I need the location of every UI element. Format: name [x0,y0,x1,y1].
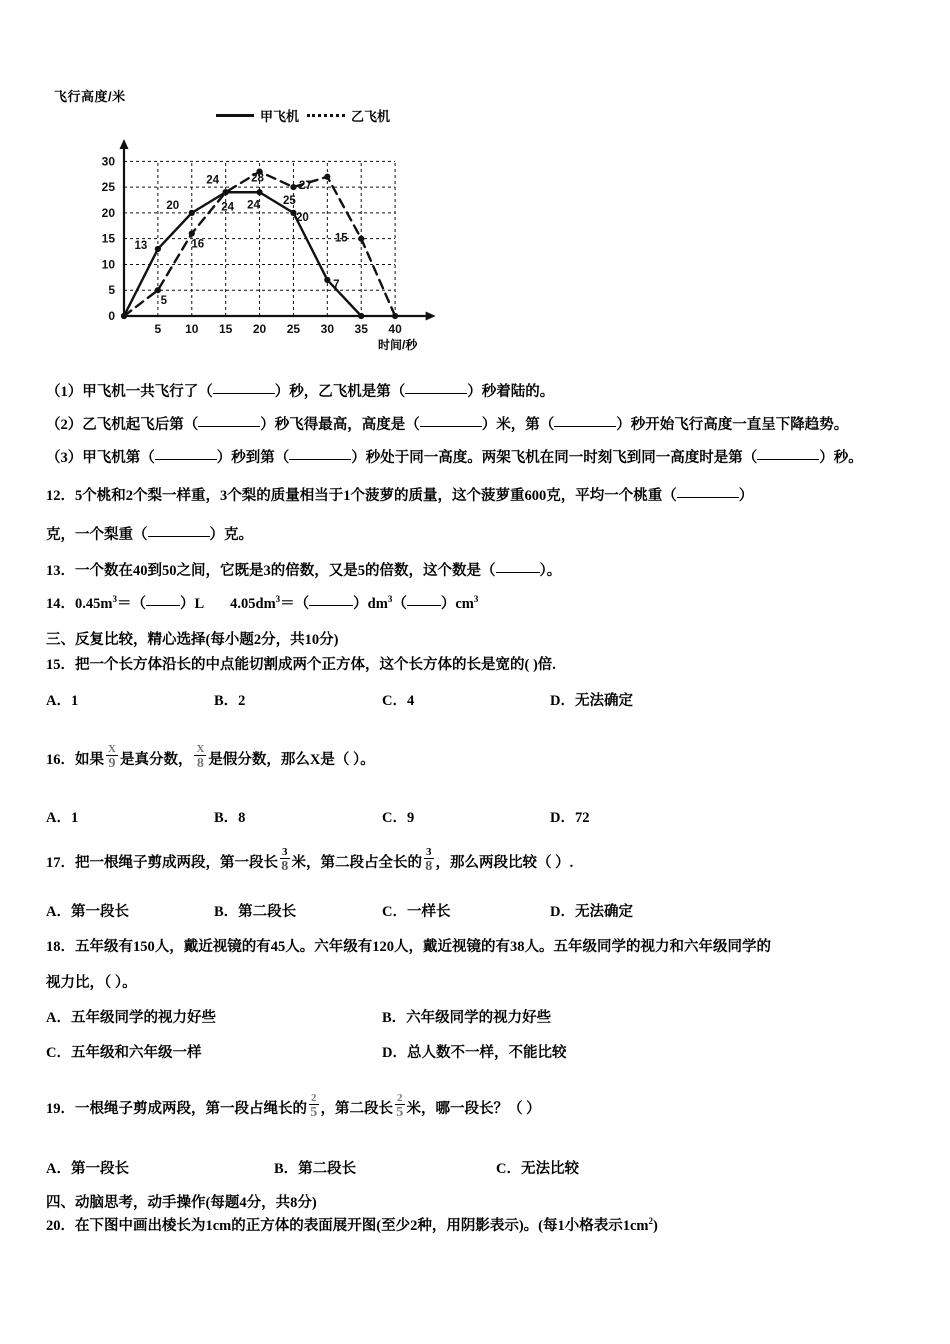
answer-blank[interactable] [146,605,180,606]
question-15 [46,654,556,676]
option-a[interactable]: A．1 [46,810,79,826]
q12-line2-close: ）克。 [209,527,253,543]
svg-text:40: 40 [388,322,402,336]
option-a[interactable]: A．五年级同学的视力好些 [46,1010,216,1026]
fraction-denominator: 8 [425,859,433,874]
question-12-line-1 [46,485,753,507]
answer-blank[interactable] [289,459,351,460]
q14-t6: ）dm [353,596,388,612]
answer-blank[interactable] [407,605,441,606]
fraction-numerator: 2 [397,1092,403,1104]
question-11-sub-2 [46,414,848,436]
q13-text-b: ）。 [539,563,562,579]
answer-blank[interactable] [554,426,616,427]
question-19 [46,1092,541,1122]
q18-line1: 五年级有150人，戴近视镜的有45人。六年级有120人，戴近视镜的有38人。五年级同学的视力和六年级同学的 [75,939,771,955]
fraction-x-over-8 [194,744,206,771]
question-11-sub-3 [46,447,863,469]
fraction-3-over-8-first [280,847,290,874]
option-b[interactable]: B．六年级同学的视力好些 [382,1010,552,1026]
option-d[interactable]: D．无法确定 [550,693,633,709]
svg-text:25: 25 [286,322,301,336]
q18-line2: 视力比，（ ）。 [46,975,137,991]
q15-text: 把一个长方体沿长的中点能切割成两个正方体，这个长方体的长是宽的( )倍. [75,657,556,673]
option-c[interactable]: C．五年级和六年级一样 [46,1045,202,1061]
chart-plot-area [46,86,476,368]
option-c[interactable]: C．4 [382,693,415,709]
svg-text:24: 24 [221,201,235,214]
section-4-heading: 四、动脑思考，动手操作(每题4分，共8分) [46,1195,317,1211]
q11-sub2-part-a: （2）乙飞机起飞后第（ [46,417,199,433]
question-11-sub-1 [46,381,554,403]
question-18-line-1 [46,936,771,958]
fraction-2-over-5-second [395,1093,405,1120]
q20-exp: 2 [648,1216,654,1227]
q16-post: 是假分数，那么X是（ ）。 [208,751,375,768]
q16-pre: 如果 [75,751,104,768]
option-d[interactable]: D．总人数不一样，不能比较 [382,1045,567,1061]
fraction-numerator: 3 [426,846,432,858]
q14-exp-2: 3 [275,594,281,605]
q14-exp-3: 3 [387,594,393,605]
svg-text:27: 27 [298,179,312,192]
fraction-denominator: 9 [108,756,116,771]
answer-blank[interactable] [155,459,217,460]
q13-text-a: 一个数在40到50之间，它既是3的倍数，又是5的倍数，这个数是（ [75,563,496,579]
q12-line1-close: ） [738,488,754,504]
fraction-denominator: 5 [396,1105,404,1120]
fraction-3-over-8-second [424,847,434,874]
q11-sub2-part-d: ）秒开始飞行高度一直呈下降趋势。 [616,417,849,433]
option-a[interactable]: A．第一段长 [46,904,129,920]
q20-t2: ) [653,1218,658,1234]
svg-text:13: 13 [134,239,148,252]
answer-blank[interactable] [309,605,353,606]
option-d[interactable]: D．无法确定 [550,904,633,920]
q11-sub2-part-b: ）秒飞得最高，高度是（ [260,417,420,433]
q14-t8: ）cm [440,596,474,612]
question-13-number: 13． [46,563,75,579]
option-b[interactable]: B．2 [214,693,246,709]
svg-text:16: 16 [191,238,205,251]
q14-t3: ）L [179,596,205,612]
q12-line1-text: 5个桃和2个梨一样重，3个梨的质量相当于1个菠萝的质量，这个菠萝重600克，平均一个桃重（ [75,488,677,504]
question-18-line-2 [46,972,137,994]
q14-t7: （ [392,596,407,612]
legend-label-series-b: 乙飞机 [351,109,391,124]
question-14-number: 14． [46,596,75,612]
svg-text:20: 20 [101,205,115,220]
fraction-numerator: X [108,743,116,755]
option-c[interactable]: C．一样长 [382,904,451,920]
option-d[interactable]: D．72 [550,810,590,826]
option-c[interactable]: C．无法比较 [496,1161,579,1177]
option-b[interactable]: B．第二段长 [274,1161,357,1177]
q11-sub1-part-b: ）秒，乙飞机是第（ [274,384,406,400]
svg-text:0: 0 [108,309,115,323]
flight-altitude-chart [46,86,476,368]
fraction-numerator: 3 [282,846,288,858]
q12-line2-text: 克，一个梨重（ [46,527,148,543]
q14-exp-1: 3 [112,594,117,605]
q11-sub2-part-c: ）米，第（ [481,417,555,433]
answer-blank[interactable] [757,459,819,460]
option-b[interactable]: B．第二段长 [214,904,297,920]
question-13 [46,560,561,582]
svg-text:15: 15 [218,322,233,336]
chart-x-axis-title: 时间/秒 [378,338,418,352]
chart-y-axis-title: 飞行高度/米 [54,89,126,104]
q11-sub3-part-b: ）秒到第（ [216,450,290,466]
q14-t4: 4.05dm [230,596,276,612]
q20-t1: 在下图中画出棱长为1cm的正方体的表面展开图(至少2种，用阴影表示)。(每1小格表示1cm [75,1218,649,1234]
fraction-numerator: 2 [311,1092,317,1104]
question-12-number: 12． [46,488,75,504]
fraction-x-over-9 [106,744,118,771]
svg-text:25: 25 [101,180,115,195]
question-15-number: 15． [46,657,75,673]
answer-blank[interactable] [496,572,540,573]
option-c[interactable]: C．9 [382,810,415,826]
question-17 [46,846,574,876]
svg-text:30: 30 [101,154,115,169]
fraction-denominator: 5 [310,1105,318,1120]
svg-text:5: 5 [108,283,115,298]
q19-pre: 一根绳子剪成两段，第一段占绳长的 [75,1100,307,1117]
svg-text:20: 20 [166,199,180,212]
q11-sub3-part-d: ）秒。 [819,450,863,466]
answer-blank[interactable] [213,393,275,394]
question-12-line-2 [46,524,253,546]
question-20-number: 20． [46,1218,75,1234]
question-19-number: 19． [46,1100,75,1117]
q19-post: 米，哪一段长？（ ） [406,1100,541,1117]
svg-text:10: 10 [185,322,199,336]
question-16-number: 16． [46,751,75,768]
answer-blank[interactable] [148,536,210,537]
svg-text:10: 10 [101,257,115,272]
svg-text:20: 20 [296,211,309,224]
question-20 [46,1215,658,1237]
svg-text:35: 35 [354,322,368,336]
svg-text:25: 25 [283,195,296,208]
svg-text:24: 24 [206,174,220,187]
svg-text:15: 15 [334,232,348,245]
q17-mid: 米，第二段占全长的 [291,854,422,871]
option-a[interactable]: A．1 [46,693,79,709]
option-a[interactable]: A．第一段长 [46,1161,129,1177]
fraction-denominator: 8 [196,756,204,771]
svg-text:30: 30 [320,322,335,336]
section-3-heading: 三、反复比较，精心选择(每小题2分，共10分) [46,632,339,648]
svg-text:5: 5 [154,322,162,336]
answer-blank[interactable] [677,497,739,498]
fraction-2-over-5-first [309,1093,319,1120]
legend-label-series-a: 甲飞机 [260,109,300,124]
question-17-number: 17． [46,854,75,871]
q14-t1: 0.45m [75,596,113,612]
answer-blank[interactable] [420,426,482,427]
question-14 [46,593,478,615]
q16-mid: 是真分数， [119,751,193,768]
answer-blank[interactable] [405,393,467,394]
q17-pre: 把一根绳子剪成两段，第一段长 [75,854,278,871]
svg-text:28: 28 [251,172,264,185]
svg-text:24: 24 [247,199,260,212]
question-18-number: 18． [46,939,75,955]
q14-t5: ＝（ [280,596,310,612]
question-16 [46,743,375,773]
q11-sub1-part-c: ）秒着陆的。 [467,384,555,400]
q14-t2: ＝（ [116,596,146,612]
option-b[interactable]: B．8 [214,810,246,826]
svg-text:15: 15 [101,231,115,246]
q17-post: ，那么两段比较（ ）. [435,854,574,871]
q11-sub3-part-a: （3）甲飞机第（ [46,450,155,466]
svg-text:20: 20 [252,322,267,336]
answer-blank[interactable] [198,426,260,427]
q19-mid: ，第二段长 [320,1100,393,1117]
q11-sub3-part-c: ）秒处于同一高度。两架飞机在同一时刻飞到同一高度时是第（ [351,450,758,466]
q14-exp-4: 3 [473,594,479,605]
fraction-denominator: 8 [281,859,289,874]
svg-text:5: 5 [160,295,168,308]
q11-sub1-part-a: （1）甲飞机一共飞行了（ [46,384,213,400]
chart-svg [46,86,476,368]
fraction-numerator: X [196,743,205,755]
svg-text:7: 7 [333,278,340,291]
